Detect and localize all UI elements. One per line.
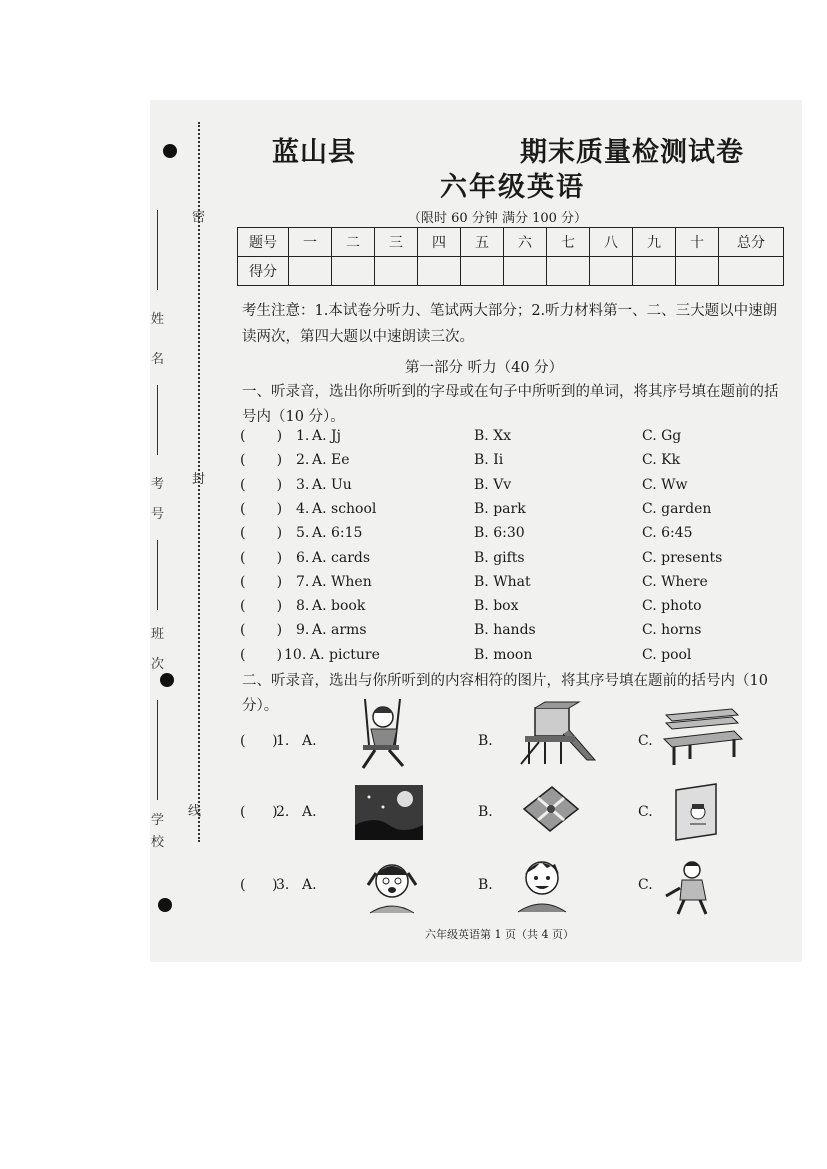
option-b: B. gifts [474,549,525,566]
question-number: 7. [296,573,310,590]
option-b-label: B. [478,804,493,820]
option-c: C. Gg [642,428,682,444]
option-c: C. 6:45 [642,525,693,542]
option-b: B. Vv [474,476,512,493]
answer-bracket[interactable]: ( ) [240,733,278,749]
greeting-card-picture [672,782,722,844]
column-header: 八 [590,228,633,257]
answer-bracket[interactable]: ( ) [240,573,283,590]
answer-bracket[interactable]: ( ) [240,646,283,663]
answer-bracket[interactable]: ( ) [240,598,283,615]
section1-question-row [240,647,800,669]
section1-question-row [240,550,800,572]
option-a-label: A. [302,877,317,893]
score-cell[interactable] [375,257,418,286]
seal-char-feng: 封 [192,472,206,487]
page-footer: 六年级英语第 1 页（共 4 页） [425,928,574,941]
option-b: B. hands [474,622,536,639]
option-b: B. Xx [474,428,512,444]
score-cell[interactable] [633,257,676,286]
option-b: B. Ii [474,452,504,469]
gift-box-picture [520,783,582,838]
answer-bracket[interactable]: ( ) [240,500,283,517]
question-number: 4. [296,500,310,517]
section1-question-row [240,477,800,499]
name-line [157,210,158,290]
answer-bracket[interactable]: ( ) [240,549,283,566]
column-header: 二 [332,228,375,257]
column-header: 六 [504,228,547,257]
part1-title: 第一部分 听力（40 分） [405,360,564,376]
park-bench-picture [660,705,745,770]
section1-question-row [240,428,800,450]
field-class: 班次 [151,627,165,672]
option-c: C. garden [642,500,712,517]
column-header: 四 [418,228,461,257]
option-c-label: C. [638,733,653,749]
option-b-label: B. [478,733,493,749]
option-a: A. When [312,573,372,590]
question-number: 1. [276,733,290,749]
section1-question-row [240,452,800,474]
question-number: 5. [296,525,310,542]
option-c: C. presents [642,549,723,566]
score-cell[interactable] [289,257,332,286]
option-c: C. Ww [642,476,688,493]
binding-hole-bottom [158,898,172,912]
option-a: A. arms [312,622,367,639]
sitting-person-picture [660,858,715,918]
question-number: 8. [296,598,310,615]
playground-slide-picture [515,700,600,770]
option-a-label: A. [302,804,317,820]
field-name: 姓名 [151,312,165,367]
score-table [237,227,784,286]
score-cell[interactable] [547,257,590,286]
row-label: 得分 [238,257,289,286]
row-label: 题号 [238,228,289,257]
option-b: B. park [474,500,526,517]
column-header: 七 [547,228,590,257]
school-line [157,700,158,800]
answer-bracket[interactable]: ( ) [240,476,283,493]
column-header: 五 [461,228,504,257]
girl-on-swing-picture [345,695,420,775]
option-a: A. school [312,500,377,517]
scared-boy-picture [360,855,425,915]
option-b: B. box [474,598,519,615]
question-number: 6. [296,549,310,566]
option-c-label: C. [638,877,653,893]
option-a: A. cards [312,549,371,566]
section1-question-row [240,622,800,644]
section1-question-row [240,598,800,620]
score-table-score-row [238,257,784,286]
option-a-label: A. [302,733,317,749]
exam-notice: 考生注意：1.本试卷分听力、笔试两大部分；2.听力材料第一、二、三大题以中速朗读两次，第四大题以中速朗读三次。 [242,303,778,345]
option-a: A. Ee [312,452,350,469]
binding-hole-top [163,144,177,158]
option-c: C. horns [642,622,702,639]
question-number: 1. [296,428,310,444]
option-b: B. What [474,573,531,590]
seal-char-xian: 线 [188,804,202,819]
question-number: 3. [276,877,290,893]
score-cell[interactable] [676,257,719,286]
score-cell[interactable] [504,257,547,286]
column-header: 总分 [719,228,784,257]
option-a: A. picture [310,646,380,663]
smiling-boy-picture [510,852,575,914]
section1-question-row [240,525,800,547]
field-exam-number: 考号 [151,477,165,522]
answer-bracket[interactable]: ( ) [240,452,283,469]
score-cell[interactable] [418,257,461,286]
total-score-cell[interactable] [719,257,784,286]
section1-title: 一、听录音，选出你所听到的字母或在句子中所听到的单词，将其序号填在题前的括号内（10 分）。 [242,384,779,425]
answer-bracket[interactable]: ( ) [240,622,283,639]
column-header: 一 [289,228,332,257]
score-cell[interactable] [461,257,504,286]
question-number: 3. [296,476,310,493]
answer-bracket[interactable]: ( ) [240,525,283,542]
class-line [157,540,158,610]
question-number: 2. [296,452,310,469]
exam-number-line [157,385,158,455]
option-c-label: C. [638,804,653,820]
time-info: （限时 60 分钟 满分 100 分） [408,211,588,226]
section2-title: 二、听录音，选出与你所听到的内容相符的图片，将其序号填在题前的括号内（10 分）。 [242,673,768,714]
option-c: C. photo [642,598,702,615]
option-a: A. Jj [312,428,341,444]
option-c: C. pool [642,646,692,663]
section1-question-row [240,574,800,596]
answer-bracket[interactable]: ( ) [240,428,283,444]
section1-question-row [240,501,800,523]
column-header: 三 [375,228,418,257]
score-table-header-row [238,228,784,257]
option-c: C. Where [642,573,708,590]
option-a: A. book [312,598,366,615]
seal-char-mi: 密 [192,210,206,225]
column-header: 九 [633,228,676,257]
score-cell[interactable] [332,257,375,286]
exam-title: 期末质量检测试卷 [520,137,744,168]
subject-title: 六年级英语 [440,172,585,203]
county-name: 蓝山县 [272,137,356,168]
answer-bracket[interactable]: ( ) [240,804,278,820]
option-b: B. moon [474,646,533,663]
option-b: B. 6:30 [474,525,525,542]
option-c: C. Kk [642,452,681,469]
column-header: 十 [676,228,719,257]
question-number: 10. [284,646,307,663]
option-a: A. Uu [312,476,352,493]
option-b-label: B. [478,877,493,893]
question-number: 9. [296,622,310,639]
answer-bracket[interactable]: ( ) [240,877,278,893]
night-scene-picture [355,785,423,840]
score-cell[interactable] [590,257,633,286]
field-school: 学校 [151,813,165,850]
option-a: A. 6:15 [312,525,363,542]
question-number: 2. [276,804,290,820]
